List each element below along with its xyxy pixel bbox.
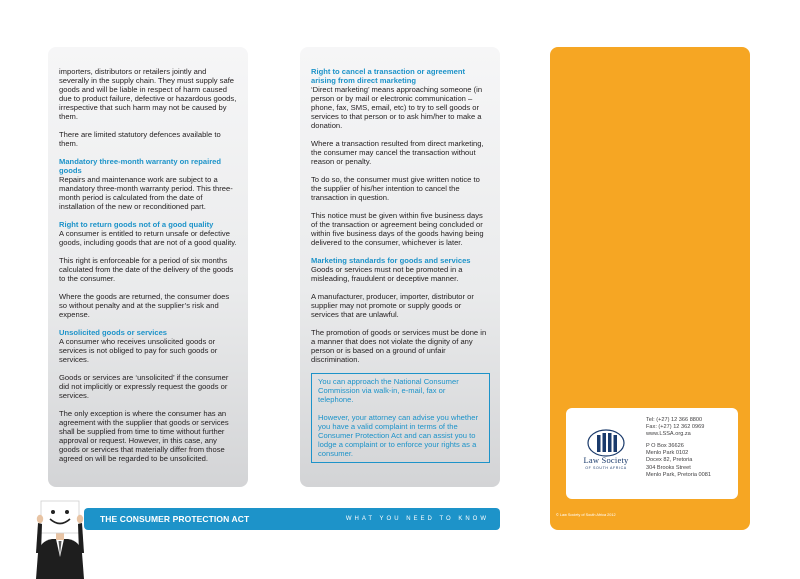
text-panel-left	[48, 47, 248, 487]
suburb-address: Menlo Park, Pretoria 0081	[646, 471, 711, 478]
section-heading: Right to cancel a transaction or agreement arising from direct marketing	[311, 67, 466, 85]
street-address: 304 Brooks Street	[646, 464, 691, 471]
paragraph: The only exception is where the consumer has an agreement with the supplier that goods or services shall be supplied from time to time without further approval or request. However, in this case, any goods or services that materially differ from those agreed on will be regarded to be unsolicited.	[59, 409, 229, 463]
section-heading: Unsolicited goods or services	[59, 328, 168, 337]
contact-card	[566, 408, 738, 499]
banner-title: THE CONSUMER PROTECTION ACT	[100, 514, 250, 524]
contact-details	[646, 417, 711, 479]
paragraph: This notice must be given within five business days of the transaction or agreement being concluded or within five business days of the goods having being delivered to the consumer, whichever is later.	[311, 211, 484, 247]
person-holding-smiley-sign-icon	[30, 497, 90, 579]
logo-subtitle: OF SOUTH AFRICA	[585, 466, 627, 470]
paragraph: A manufacturer, producer, importer, distributor or supplier may not promote or supply goods or services that are unlawful.	[311, 292, 474, 319]
po-box: P O Box 36626	[646, 443, 684, 450]
phone-number: Tel: (+27) 12 366 8800	[646, 417, 703, 423]
banner-tagline: WHAT YOU NEED TO KNOW	[345, 516, 489, 522]
postal-city: Menlo Park 0102	[646, 450, 689, 457]
copyright-notice: © Law Society of South Africa 2012	[556, 513, 616, 517]
paragraph: The promotion of goods or services must be done in a manner that does not violate the dignity of any person or is based on a ground of unfair discrimination.	[311, 328, 487, 364]
paragraph: Where the goods are returned, the consumer does so without penalty and at the supplier’s risk and expense.	[59, 292, 230, 319]
paragraph: Goods or services are ‘unsolicited’ if the consumer did not implicitly or expressly request the goods or services.	[59, 373, 229, 400]
paragraph: importers, distributors or retailers jointly and severally in the supply chain. They must supply safe goods and will be liable in respect of harm caused due to product failure, defective or hazardous goods, irrespective that such harm may not be caused by them.	[59, 67, 237, 121]
paragraph: There are limited statutory defences available to them.	[59, 130, 221, 148]
law-society-logo-icon	[576, 428, 636, 458]
paragraph: Where a transaction resulted from direct marketing, the consumer may cancel the transaction without reason or penalty.	[311, 139, 484, 166]
website: www.LSSA.org.za	[646, 431, 691, 438]
section-heading: Right to return goods not of a good quality	[59, 220, 214, 229]
orange-back-panel	[550, 47, 750, 530]
docex: Docex 82, Pretoria	[646, 457, 693, 464]
paragraph: To do so, the consumer must give written notice to the supplier of his/her intention to cancel the transaction in question.	[311, 175, 480, 202]
section-heading: Marketing standards for goods and services	[311, 256, 471, 265]
info-box-text: You can approach the National Consumer Commission via walk-in, e-mail, fax or telephone.	[318, 377, 459, 404]
paragraph: Repairs and maintenance work are subject to a mandatory three-month warranty period. This three-month period is calculated from the date of installation of the new or reconditioned part.	[59, 175, 233, 211]
paragraph: ‘Direct marketing’ means approaching someone (in person or by mail or electronic communication – phone, fax, SMS, email, etc) to try to sell goods or services to that person or to ask him/her to make a donation.	[311, 85, 483, 130]
fax-number: Fax: (+27) 12 362 0969	[646, 424, 705, 431]
paragraph: A consumer who receives unsolicited goods or services is not obliged to pay for such goods or services.	[59, 337, 218, 364]
info-box-text: However, your attorney can advise you whether you have a valid complaint in terms of the Consumer Protection Act and can assist you to lodge a complaint or to enforce your rights as a consumer.	[318, 413, 478, 458]
title-banner	[84, 508, 500, 530]
text-panel-middle	[300, 47, 500, 487]
paragraph: Goods or services must not be promoted in a misleading, fraudulent or deceptive manner.	[311, 265, 463, 283]
section-heading: Mandatory three-month warranty on repaired goods	[59, 157, 222, 175]
paragraph: A consumer is entitled to return unsafe or defective goods, including goods that are not of a good quality.	[59, 229, 237, 247]
info-box	[311, 373, 490, 463]
paragraph: This right is enforceable for a period of six months calculated from the date of the delivery of the goods to the consumer.	[59, 256, 234, 283]
logo-name: Law Society	[583, 455, 629, 465]
